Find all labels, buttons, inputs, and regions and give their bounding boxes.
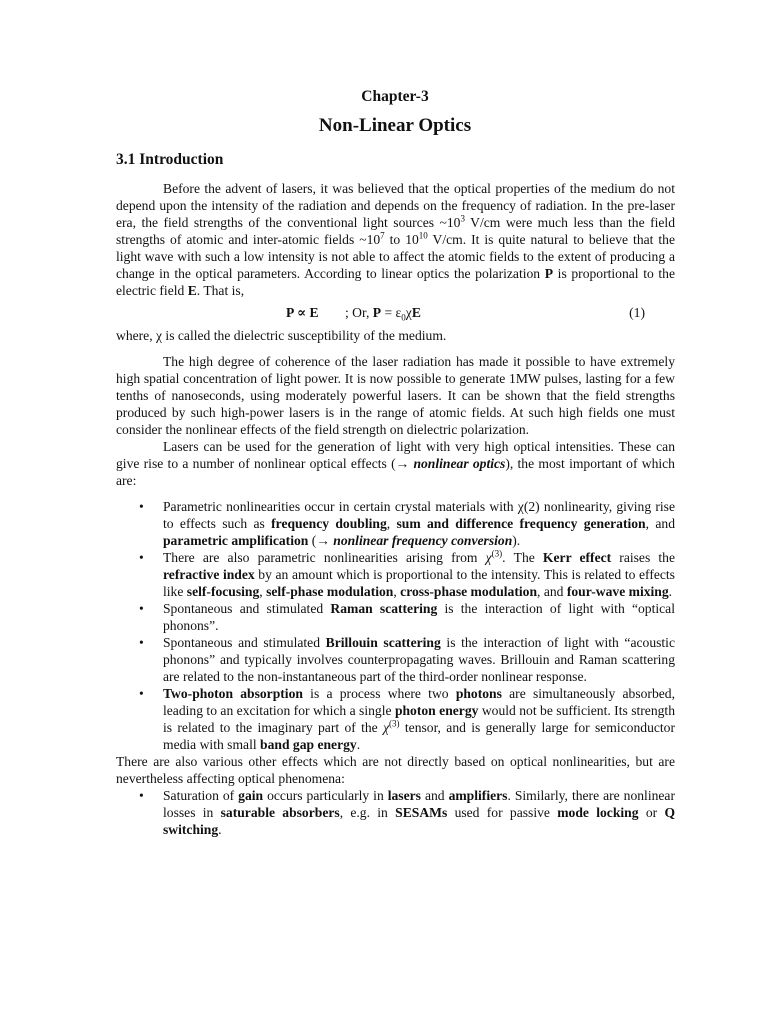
document-body <box>116 180 675 838</box>
paragraph-coherence: The high degree of coherence of the laser radiation has made it possible to have extremely high spatial concentration of light power. It is now possible to generate 1MW pulses, lasting for a few tenths of nanoseconds, using moderately powerful lasers. It can be shown that the field strengths produced by such high-power lasers is in the range of atomic fields. At such high fields one must consider the nonlinear effects of the field strength on dielectric polarization. <box>116 354 675 437</box>
paragraph-susceptibility: where, χ is called the dielectric susceptibility of the medium. <box>116 328 447 343</box>
nonlinear-effects-list <box>116 498 675 753</box>
bullet-icon: • <box>139 686 144 701</box>
list-item: • Saturation of gain occurs particularly in lasers and amplifiers. Similarly, there are nonlinear losses in saturable absorbers, e.g. in SESAMs used for passive mode locking or Q switching. <box>139 788 676 837</box>
list-item: • Parametric nonlinearities occur in certain crystal materials with χ(2) nonlinearity, giving rise to effects such as frequency doubling, sum and difference frequency generation, and parametric amplification (→ nonlinear frequency conversion). <box>139 499 675 548</box>
list-item: • There are also parametric nonlinearities arising from $\chi^{(3)}$. The Kerr effect raises the refractive index by an amount which is proportional to the intensity. This is related to effects like self-focusing, self-phase modulation, cross-phase modulation, and four-wave mixing. <box>139 548 675 599</box>
bullet-icon: • <box>139 788 144 803</box>
chapter-heading: Chapter-3 <box>361 88 429 105</box>
paragraph-lasers: Lasers can be used for the generation of light with very high optical intensities. These can give rise to a number of nonlinear optical effects (→ nonlinear optics), the most important of which are: <box>116 439 675 488</box>
bullet-icon: • <box>139 635 144 650</box>
bullet-icon: • <box>139 601 144 616</box>
paragraph-intro: Before the advent of lasers, it was believed that the optical properties of the medium do not depend upon the intensity of the radiation and depends on the frequency of radiation. In the pre-laser era, the field strengths of the conventional light sources $\sim 10^3$ V/cm were much less than the field strengths of atomic and inter-atomic fields $\sim 10^7$ to $10^{10}$ V/cm. It is quite natural to believe that the light wave with such a low intensity is not able to affect the atomic fields to the extent of producing a change in the optical parameters. According to linear optics the polarization P is proportional to the electric field E. That is, <box>116 181 676 298</box>
equation-proportionality: P ∝ E <box>286 305 319 320</box>
section-heading: 3.1 Introduction <box>116 151 224 168</box>
list-item: • Spontaneous and stimulated Brillouin scattering is the interaction of light with “acoustic phonons” and typically involves counterpropagating waves. Brillouin and Raman scattering are related to the non-instantaneous part of the third-order nonlinear response. <box>139 635 675 684</box>
paragraph-other-effects: There are also various other effects which are not directly based on optical nonlinearities, but are nevertheless affecting optical phenomena: <box>116 754 675 786</box>
list-item: • Spontaneous and stimulated Raman scattering is the interaction of light with “optical phonons”. <box>139 601 675 633</box>
other-effects-list <box>116 787 675 838</box>
list-item: • Two-photon absorption is a process where two photons are simultaneously absorbed, leading to an excitation for which a single photon energy would not be sufficient. Its strength is related to the imaginary part of the $\chi^{(3)}$ tensor, and is generally large for semiconductor media with small band gap energy. <box>139 686 676 752</box>
equation-1 <box>116 303 675 324</box>
equation-number: (1) <box>629 305 645 320</box>
bullet-icon: • <box>139 499 144 514</box>
bullet-icon: • <box>139 550 144 565</box>
chapter-title: Non-Linear Optics <box>318 115 472 136</box>
equation-definition: ; Or, $P = \varepsilon_0\chi E$ <box>345 305 421 323</box>
